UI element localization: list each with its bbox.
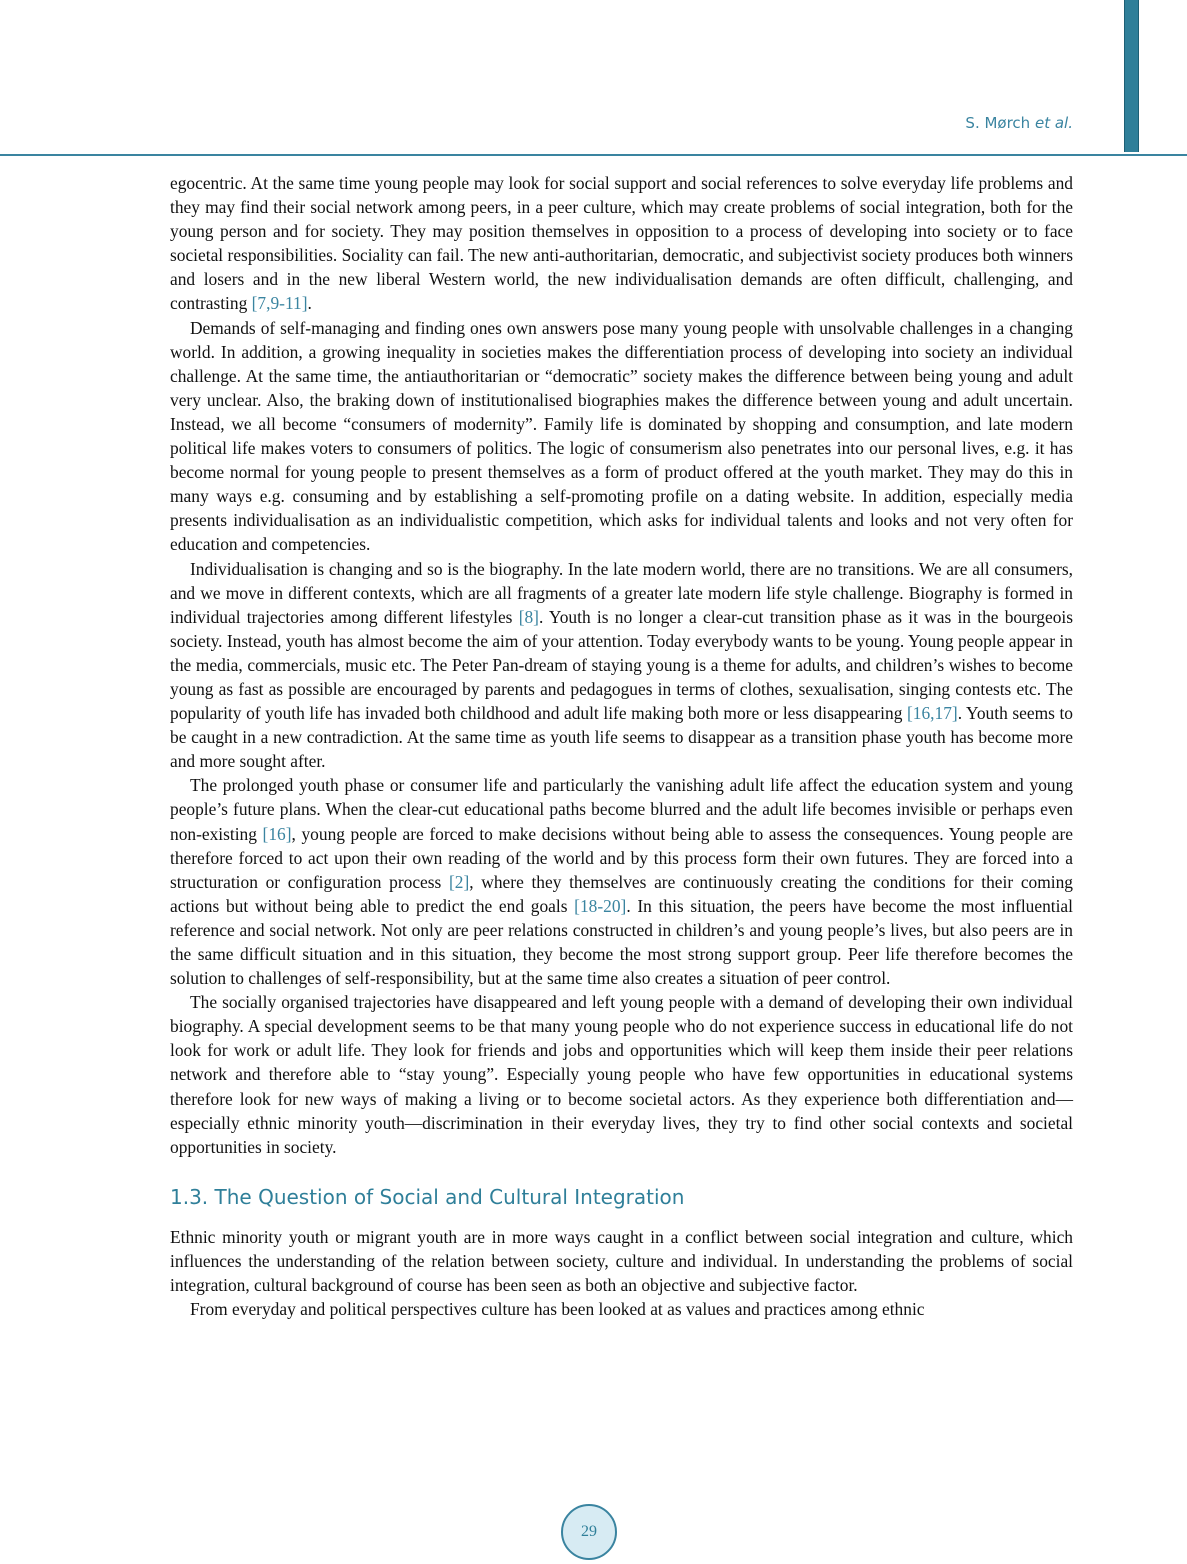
paragraph-3-text-a: Individualisation is changing and so is the biography. In the late modern world, there are no transitions. We are all consumers, and we move in different contexts, which are all fragments of a greater late modern life style challenge. Biography is formed in individual trajectories among different lifestyles: [170, 558, 1073, 627]
paragraph-4-text-b: , young people are forced to make decisions without being able to assess the consequences. Young people are therefore forced to act upon their own reading of the world and by this process form their own futures. They are forced into a structuration or configuration process: [170, 823, 1073, 892]
page-number-badge: [561, 1504, 617, 1560]
paragraph-4-text-c: , where they themselves are continuously creating the conditions for their coming actions but without being able to predict the end goals: [170, 871, 1073, 916]
page-number: 29: [581, 1523, 597, 1540]
paragraph-4-text-d: . In this situation, the peers have become the most influential reference and social network. Not only are peer relations constructed in children’s and young people’s lives, but also peers are in the same difficult situation and in this situation, they become the most strong support group. Peer life therefore becomes the solution to challenges of self-responsibility, but at the same time also creates a situation of peer control.: [170, 895, 1073, 989]
paragraph-7: From everyday and political perspectives culture has been looked at as values and practices among ethnic: [190, 1299, 925, 1320]
header-rule: [0, 154, 1187, 156]
citation-link[interactable]: [16,17]: [907, 703, 958, 724]
side-accent-bar: [1124, 0, 1139, 152]
citation-link[interactable]: [18-20]: [574, 895, 627, 916]
article-body: [170, 171, 1073, 1321]
citation-link[interactable]: [16]: [262, 823, 292, 844]
header-author: S. Mørch: [965, 114, 1031, 132]
header-etal: et al.: [1034, 114, 1073, 132]
paragraph-3-text-c: . Youth seems to be caught in a new contradiction. At the same time as youth life seems to disappear as a transition phase youth has become more and more sought after.: [170, 703, 1073, 772]
citation-link[interactable]: [8]: [518, 606, 539, 627]
paragraph-2: Demands of self-managing and finding ones own answers pose many young people with unsolvable challenges in a changing world. In addition, a growing inequality in societies makes the differentiation process of developing into society an individual challenge. At the same time, the antiauthoritarian or “democratic” society makes the difference between being young and adult very unclear. Also, the braking down of institutionalised biographies makes the difference between young and adult uncertain. Instead, we all become “consumers of modernity”. Family life is dominated by shopping and consumption, and late modern political life makes voters to consumers of politics. The logic of consumerism also penetrates into our personal lives, e.g. it has become normal for young people to present themselves as a form of product offered at the youth market. They may do this in many ways e.g. consuming and by establishing a self-promoting profile on a dating website. In addition, especially media presents individualisation as an individualistic competition, which asks for individual talents and looks and not very often for education and competencies.: [170, 317, 1073, 555]
paragraph-3-text-b: . Youth is no longer a clear-cut transition phase as it was in the bourgeois society. Instead, youth has almost become the aim of your attention. Today everybody wants to be young. Young people appear in the media, commercials, music etc. The Peter Pan-dream of staying young is a theme for adults, and children’s wishes to become young as fast as possible are encouraged by parents and pedagogues in terms of clothes, sexualisation, singing contests etc. The popularity of youth life has invaded both childhood and adult life making both more or less disappearing: [170, 606, 1073, 724]
paragraph-1-end: .: [307, 293, 312, 314]
paragraph-5: The socially organised trajectories have disappeared and left young people with a demand of developing their own individual biography. A special development seems to be that many young people who do not experience success in educational life do not look for work or adult life. They look for friends and jobs and opportunities which will keep them inside their peer relations network and therefore able to “stay young”. Especially young people who have few opportunities in educational systems therefore look for new ways of making a living or to become societal actors. As they experience both differentiation and—especially ethnic minority youth—discrimination in their everyday lives, they try to find other social contexts and societal opportunities in society.: [170, 992, 1073, 1157]
paragraph-3: [170, 557, 1073, 774]
paragraph-4: [170, 773, 1073, 990]
paragraph-1-text: egocentric. At the same time young people may look for social support and social references to solve everyday life problems and they may find their social network among peers, in a peer culture, which may create problems of social integration, both for the young person and for society. They may position themselves in opposition to a process of developing into society or to face societal responsibilities. Sociality can fail. The new anti-authoritarian, democratic, and subjectivist society produces both winners and losers and in the new liberal Western world, the new individualisation demands are often difficult, challenging, and contrasting: [170, 173, 1073, 314]
citation-link[interactable]: [7,9-11]: [251, 293, 308, 314]
paragraph-1: [170, 171, 1073, 316]
citation-link[interactable]: [2]: [448, 871, 470, 892]
paragraph-4-text-a: The prolonged youth phase or consumer life and particularly the vanishing adult life affect the education system and young people’s future plans. When the clear-cut educational paths become blurred and the adult life becomes invisible or perhaps even non-existing: [170, 775, 1073, 844]
running-header: [965, 114, 1073, 132]
section-heading: 1.3. The Question of Social and Cultural Integration: [170, 1184, 685, 1209]
paragraph-6: Ethnic minority youth or migrant youth are in more ways caught in a conflict between social integration and culture, which influences the understanding of the relation between society, culture and individual. In understanding the problems of social integration, cultural background of course has been seen as both an objective and subjective factor.: [170, 1226, 1073, 1296]
